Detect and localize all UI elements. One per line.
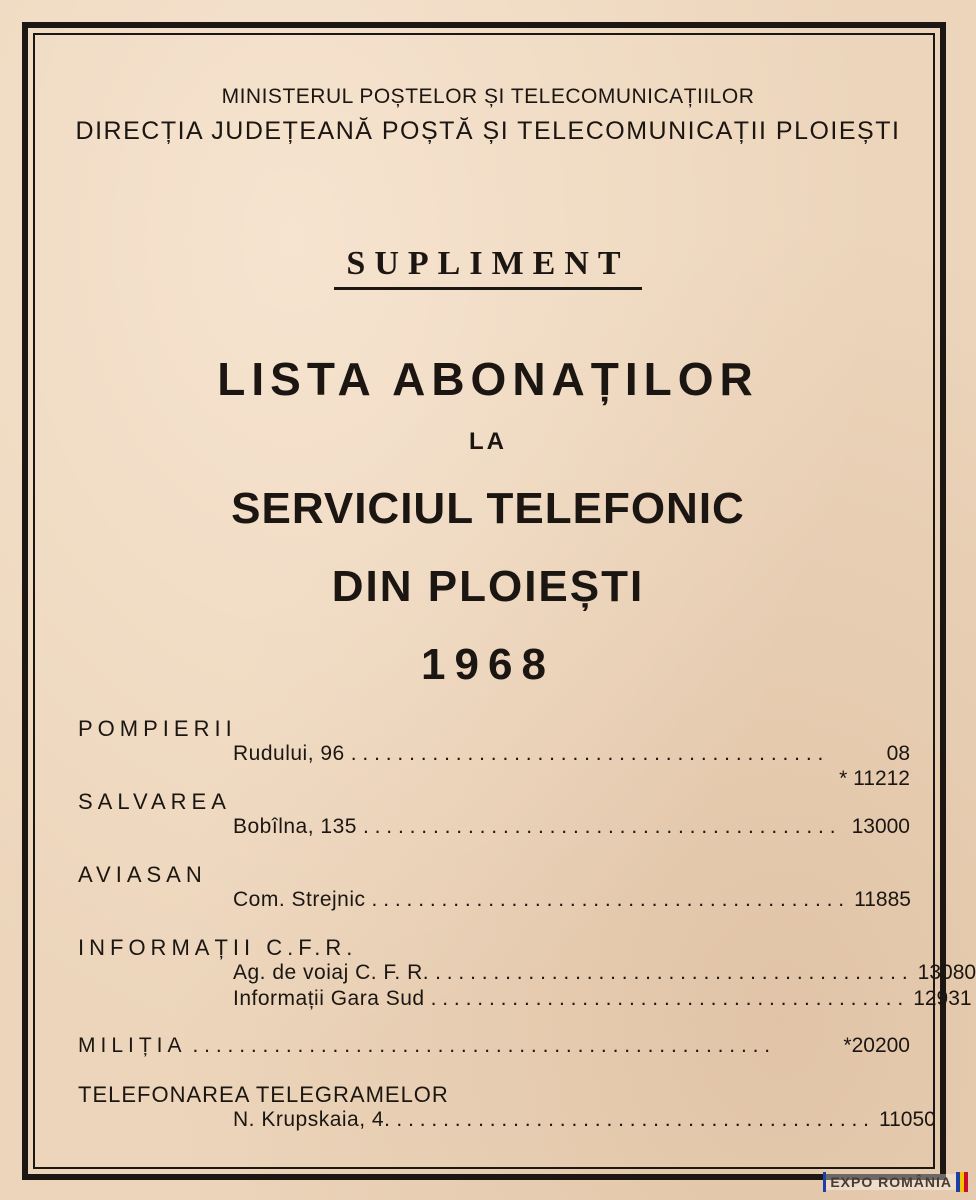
entry-address: N. Krupskaia, 4. (233, 1108, 391, 1131)
entry-line (233, 815, 910, 841)
entry-number: 11885 (854, 888, 911, 911)
entry-number: *20200 (843, 1034, 910, 1057)
entry-address: Informații Gara Sud (233, 987, 425, 1010)
category-aviasan: AVIASAN (78, 862, 207, 887)
title-line-1: LISTA ABONAȚILOR (217, 353, 759, 405)
entry-number: 13080 (917, 961, 976, 984)
entry-address: Rudului, 96 (233, 742, 345, 765)
direction-heading: DIRECȚIA JUDEȚEANĂ POȘTĂ ȘI TELECOMUNICAȚII PLOIEȘTI (75, 117, 901, 145)
dot-leader: . . . . . . . . . . . . . . . . . . . . . . . . . . . . . . . . . . . . . . . . . . . . . . . . . . (192, 1034, 771, 1057)
dot-leader: . . . . . . . . . . . . . . . . . . . . . . . . . . . . . . . . . . . . . . . . . (430, 987, 904, 1010)
category-militia: MILIȚIA (78, 1034, 187, 1057)
entry-address: Ag. de voiaj C. F. R. (233, 961, 430, 984)
dot-leader: . . . . . . . . . . . . . . . . . . . . . . . . . . . . . . . . . . . . . . . . . (435, 961, 908, 984)
title-year: 1968 (421, 640, 555, 689)
title-line-4: DIN PLOIEȘTI (331, 562, 645, 611)
supliment-heading: SUPLIMENT (346, 245, 630, 282)
watermark-logo (823, 1170, 968, 1194)
flag-stripe-red (964, 1172, 968, 1192)
category-informatii-cfr: INFORMAȚII C.F.R. (78, 935, 358, 960)
dot-leader: . . . . . . . . . . . . . . . . . . . . . . . . . . . . . . . . . . . . . . . . . (362, 815, 836, 838)
title-line-2: LA (469, 428, 507, 455)
dot-leader: . . . . . . . . . . . . . . . . . . . . . . . . . . . . . . . . . . . . . . . . . (396, 1108, 869, 1131)
entry-line (233, 888, 910, 914)
entry-line (78, 1034, 910, 1060)
category-telefonarea: TELEFONAREA TELEGRAMELOR (78, 1082, 449, 1107)
dot-leader: . . . . . . . . . . . . . . . . . . . . . . . . . . . . . . . . . . . . . . . . . (371, 888, 845, 911)
entry-number: 11050 (879, 1108, 936, 1131)
entry-address: Com. Strejnic (233, 888, 366, 911)
entry-extra-number: * 11212 (839, 767, 910, 790)
entry-number: 08 (886, 742, 910, 765)
entry-address: Bobîlna, 135 (233, 815, 357, 838)
entry-line (233, 742, 910, 768)
entry-number: 12931 (913, 987, 972, 1010)
watermark-text: EXPO ROMÂNIA (826, 1174, 956, 1190)
title-line-3: SERVICIUL TELEFONIC (231, 484, 745, 533)
flag-icon (956, 1172, 968, 1192)
dot-leader: . . . . . . . . . . . . . . . . . . . . . . . . . . . . . . . . . . . . . . . . . (350, 742, 824, 765)
category-salvarea: SALVAREA (78, 789, 231, 814)
entry-number: 13000 (851, 815, 910, 838)
category-pompierii: POMPIERII (78, 716, 237, 741)
ministry-heading: MINISTERUL POȘTELOR ȘI TELECOMUNICAȚIILOR (221, 85, 755, 108)
entry-line (233, 987, 972, 1013)
entry-line (233, 961, 976, 987)
entry-line (233, 1108, 936, 1134)
